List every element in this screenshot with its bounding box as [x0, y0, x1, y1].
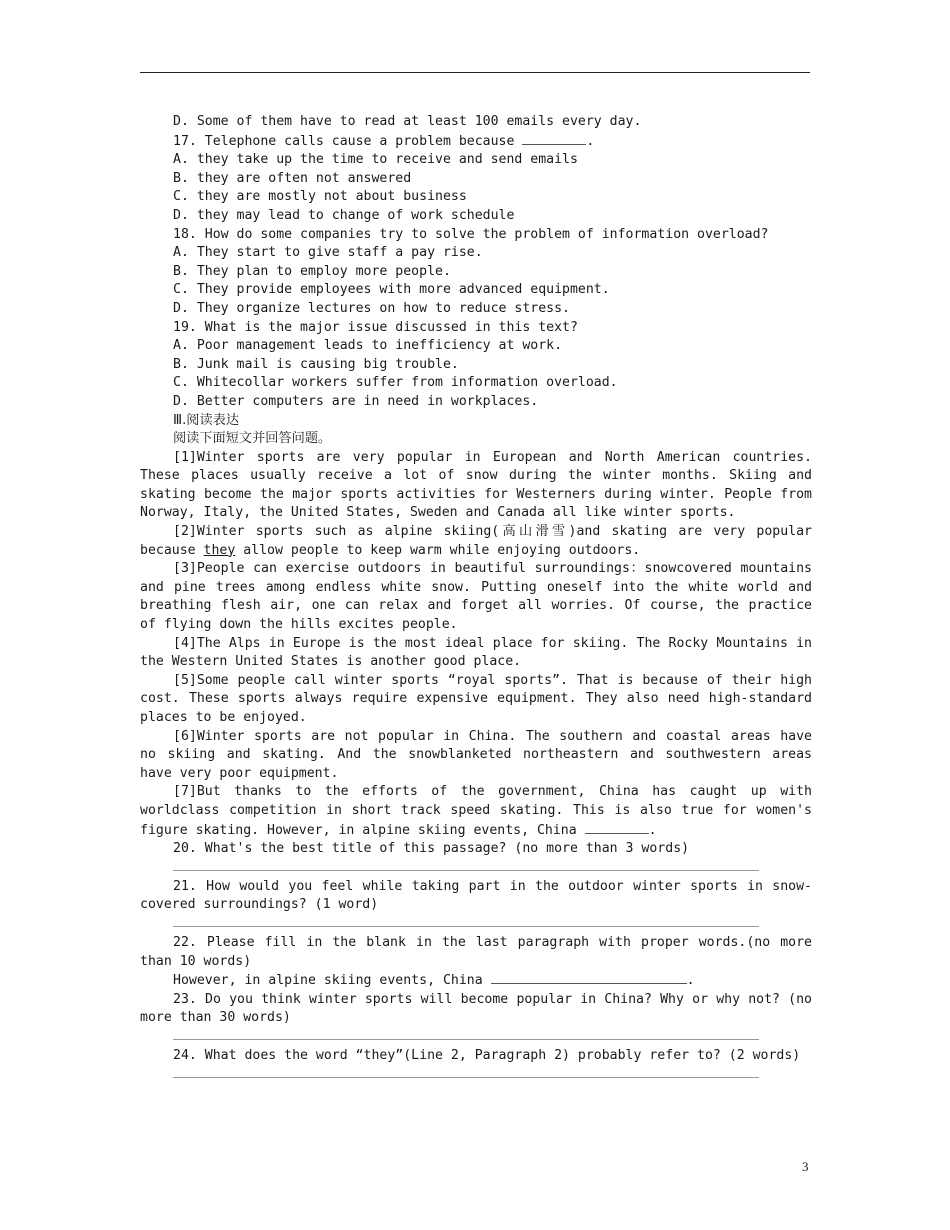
q18-stem: 18. How do some companies try to solve the problem of information overload?	[173, 226, 769, 242]
passage-paragraph-5: [5]Some people call winter sports “royal sports”. That is because of their high cost. These sports always require expensive equipment. They also need high-standard places to be enjoyed.	[140, 672, 812, 725]
header-rule	[140, 72, 810, 73]
question-21: 21. How would you feel while taking part in the outdoor winter sports in snow-covered surroundings? (1 word)	[140, 878, 812, 913]
answer-blank[interactable]	[491, 971, 687, 984]
q18-option-d: D. They organize lectures on how to reduce stress.	[173, 300, 570, 316]
passage-paragraph-6: [6]Winter sports are not popular in China. The southern and coastal areas have no skiing and skating. And the snowblanketed northeastern and southwestern areas have very poor equipment.	[140, 728, 812, 781]
q19-option-a: A. Poor management leads to inefficiency at work.	[173, 338, 563, 354]
answer-line-23[interactable]	[173, 1039, 759, 1040]
q18-option-b: B. They plan to employ more people.	[173, 263, 451, 279]
q17-option-d: D. they may lead to change of work schedule	[173, 207, 515, 223]
q17-option-c: C. they are mostly not about business	[173, 189, 467, 205]
q19-option-d: D. Better computers are in need in workplaces.	[173, 393, 539, 409]
question-23: 23. Do you think winter sports will become popular in China? Why or why not? (no more than 30 words)	[140, 991, 812, 1026]
section-instruction: 阅读下面短文并回答问题。	[173, 431, 332, 447]
page-number: 3	[802, 1159, 809, 1174]
answer-line-21[interactable]	[173, 926, 759, 927]
answer-blank[interactable]	[585, 821, 649, 834]
answer-blank[interactable]	[522, 132, 586, 145]
underlined-they: they	[203, 542, 236, 558]
question-22-prompt: However, in alpine skiing events, China .	[173, 973, 695, 989]
answer-line-24[interactable]	[173, 1077, 759, 1078]
q19-option-c: C. Whitecollar workers suffer from information overload.	[173, 375, 618, 391]
q18-option-a: A. They start to give staff a pay rise.	[173, 245, 483, 261]
passage-paragraph-3: [3]People can exercise outdoors in beautiful surroundings：snowcovered mountains and pine trees among endless white snow. Putting oneself into the white world and breathing flesh air, one can relax and forget all worries. Of course, the practice of flying down the hills excites people.	[140, 561, 812, 633]
q17-option-b: B. they are often not answered	[173, 170, 412, 186]
passage-paragraph-1: [1]Winter sports are very popular in European and North American countries. These places usually receive a lot of snow during the winter months. Skiing and skating become the major sports activities for Westerners during winter. People from Norway, Italy, the United States, Sweden and Canada all like winter sports.	[140, 449, 812, 521]
passage-paragraph-7: [7]But thanks to the efforts of the government, China has caught up with worldclass competition in short track speed skating. This is also true for women's figure skating. However, in alpine skiing events, China .	[140, 784, 812, 838]
question-24: 24. What does the word “they”(Line 2, Paragraph 2) probably refer to? (2 words)	[173, 1047, 801, 1063]
question-22: 22. Please fill in the blank in the last paragraph with proper words.(no more than 10 words)	[140, 934, 812, 969]
passage-paragraph-2: [2]Winter sports such as alpine skiing(高山滑雪)and skating are very popular because they allow people to keep warm while enjoying outdoors.	[140, 524, 812, 558]
q19-option-b: B. Junk mail is causing big trouble.	[173, 356, 459, 372]
answer-line-20[interactable]	[173, 870, 759, 871]
question-20: 20. What's the best title of this passage? (no more than 3 words)	[173, 841, 690, 857]
q17-option-a: A. they take up the time to receive and send emails	[173, 152, 578, 168]
page-content	[140, 113, 812, 1085]
q19-stem: 19. What is the major issue discussed in this text?	[173, 319, 578, 335]
q16-option-d: D. Some of them have to read at least 100 emails every day.	[173, 114, 642, 129]
passage-paragraph-4: [4]The Alps in Europe is the most ideal place for skiing. The Rocky Mountains in the Western United States is another good place.	[140, 635, 812, 670]
section-heading: Ⅲ.阅读表达	[173, 412, 240, 428]
q18-option-c: C. They provide employees with more advanced equipment.	[173, 282, 610, 298]
q17-stem: 17. Telephone calls cause a problem because .	[173, 133, 595, 149]
